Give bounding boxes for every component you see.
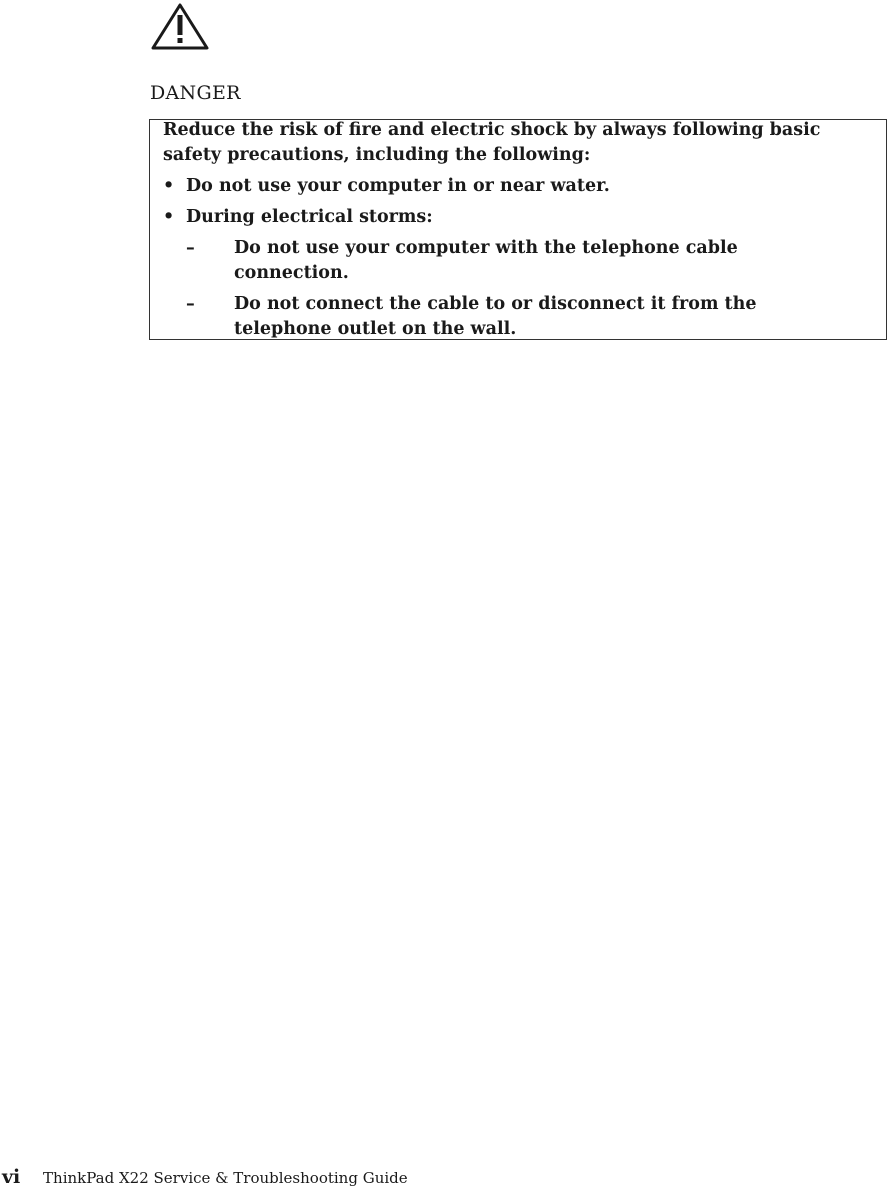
sublist-item (186, 292, 843, 342)
danger-heading: DANGER (150, 82, 241, 104)
danger-notice-text (163, 118, 843, 348)
sublist-item-text: Do not connect the cable to or disconnect it from the telephone outlet on the wall. (234, 294, 757, 339)
document-title: ThinkPad X22 Service & Troubleshooting Guide (43, 1169, 408, 1187)
bullet-mark: • (163, 176, 175, 196)
bullet-mark: • (163, 207, 175, 227)
sublist-item (186, 236, 843, 286)
dash-mark: – (186, 294, 195, 314)
storm-sublist (186, 236, 843, 342)
warning-triangle-icon (150, 2, 210, 50)
precaution-list (163, 174, 843, 342)
danger-intro: Reduce the risk of fire and electric shock by always following basic safety precautions, including the following: (163, 120, 821, 165)
list-item (163, 205, 843, 342)
list-item-text: During electrical storms: (186, 207, 433, 227)
page-number: vi (2, 1166, 21, 1188)
page-footer (2, 1166, 408, 1188)
list-item-text: Do not use your computer in or near water. (186, 176, 610, 196)
dash-mark: – (186, 238, 195, 258)
sublist-item-text: Do not use your computer with the telephone cable connection. (234, 238, 738, 283)
list-item (163, 174, 843, 199)
